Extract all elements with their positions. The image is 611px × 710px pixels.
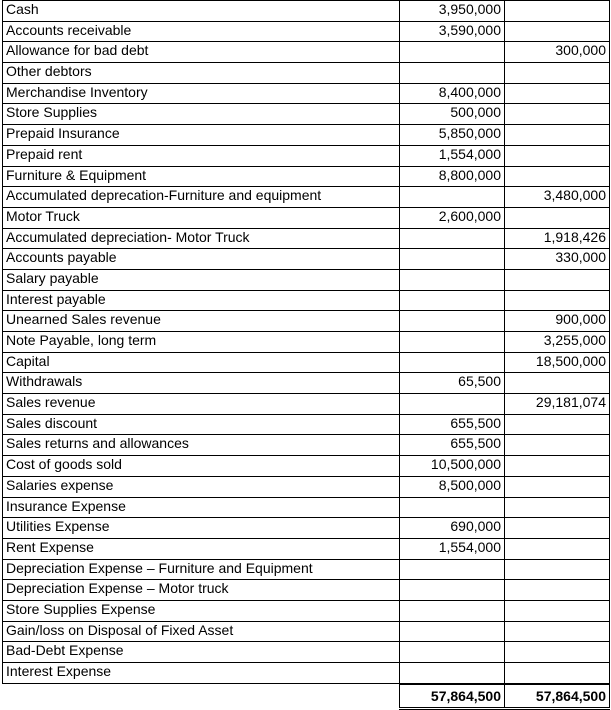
account-name-cell: Utilities Expense: [3, 518, 400, 539]
account-name-cell: Salary payable: [3, 269, 400, 290]
account-name-cell: Insurance Expense: [3, 497, 400, 518]
debit-cell: 3,950,000: [400, 1, 505, 22]
trial-balance-body: [3, 1, 610, 709]
table-row: [3, 311, 610, 332]
account-name-cell: Allowance for bad debt: [3, 42, 400, 63]
debit-cell: 65,500: [400, 373, 505, 394]
account-name-cell: Depreciation Expense – Motor truck: [3, 580, 400, 601]
table-row: [3, 21, 610, 42]
debit-cell: [400, 63, 505, 84]
credit-cell: [505, 580, 610, 601]
debit-cell: 8,800,000: [400, 166, 505, 187]
credit-cell: [505, 104, 610, 125]
account-name-cell: Salaries expense: [3, 476, 400, 497]
debit-cell: [400, 352, 505, 373]
debit-cell: [400, 621, 505, 642]
table-row: [3, 456, 610, 477]
table-row: [3, 166, 610, 187]
credit-cell: 1,918,426: [505, 228, 610, 249]
credit-cell: [505, 145, 610, 166]
credit-cell: 3,255,000: [505, 332, 610, 353]
table-row: [3, 580, 610, 601]
debit-cell: 690,000: [400, 518, 505, 539]
table-row: [3, 559, 610, 580]
account-name-cell: Accumulated depreciation- Motor Truck: [3, 228, 400, 249]
trial-balance-table: [2, 0, 610, 710]
credit-cell: [505, 497, 610, 518]
debit-cell: [400, 249, 505, 270]
table-row: [3, 435, 610, 456]
account-name-cell: Prepaid Insurance: [3, 125, 400, 146]
credit-cell: [505, 435, 610, 456]
credit-cell: [505, 414, 610, 435]
table-row: [3, 269, 610, 290]
credit-cell: [505, 559, 610, 580]
credit-cell: 330,000: [505, 249, 610, 270]
debit-cell: [400, 497, 505, 518]
debit-cell: [400, 42, 505, 63]
account-name-cell: Furniture & Equipment: [3, 166, 400, 187]
table-row: [3, 642, 610, 663]
account-name-cell: Merchandise Inventory: [3, 83, 400, 104]
debit-cell: [400, 559, 505, 580]
table-row: [3, 290, 610, 311]
debit-cell: [400, 311, 505, 332]
debit-cell: 2,600,000: [400, 207, 505, 228]
table-row: [3, 63, 610, 84]
debit-cell: [400, 269, 505, 290]
account-name-cell: Sales discount: [3, 414, 400, 435]
credit-cell: 18,500,000: [505, 352, 610, 373]
table-row: [3, 83, 610, 104]
table-row: [3, 538, 610, 559]
credit-cell: 29,181,074: [505, 394, 610, 415]
table-row: [3, 352, 610, 373]
credit-cell: 3,480,000: [505, 187, 610, 208]
table-row: [3, 518, 610, 539]
debit-cell: 655,500: [400, 435, 505, 456]
account-name-cell: Cash: [3, 1, 400, 22]
table-row: [3, 125, 610, 146]
debit-cell: 10,500,000: [400, 456, 505, 477]
account-name-cell: Cost of goods sold: [3, 456, 400, 477]
table-row: [3, 373, 610, 394]
table-row: [3, 476, 610, 497]
debit-cell: [400, 642, 505, 663]
credit-total: 57,864,500: [505, 684, 610, 709]
debit-cell: 1,554,000: [400, 145, 505, 166]
account-name-cell: Accounts payable: [3, 249, 400, 270]
debit-total: 57,864,500: [400, 684, 505, 709]
table-row: [3, 187, 610, 208]
credit-cell: [505, 663, 610, 684]
debit-cell: [400, 600, 505, 621]
account-name-cell: Prepaid rent: [3, 145, 400, 166]
credit-cell: [505, 21, 610, 42]
credit-cell: [505, 456, 610, 477]
credit-cell: [505, 269, 610, 290]
account-name-cell: Withdrawals: [3, 373, 400, 394]
credit-cell: [505, 207, 610, 228]
table-row: [3, 1, 610, 22]
account-name-cell: Accounts receivable: [3, 21, 400, 42]
table-row: [3, 600, 610, 621]
debit-cell: [400, 663, 505, 684]
credit-cell: 900,000: [505, 311, 610, 332]
table-row: [3, 414, 610, 435]
credit-cell: [505, 642, 610, 663]
credit-cell: [505, 1, 610, 22]
account-name-cell: Rent Expense: [3, 538, 400, 559]
table-row: [3, 394, 610, 415]
credit-cell: [505, 518, 610, 539]
credit-cell: [505, 290, 610, 311]
credit-cell: [505, 476, 610, 497]
credit-cell: [505, 125, 610, 146]
debit-cell: 500,000: [400, 104, 505, 125]
debit-cell: 1,554,000: [400, 538, 505, 559]
debit-cell: [400, 228, 505, 249]
debit-cell: 8,500,000: [400, 476, 505, 497]
account-name-cell: Unearned Sales revenue: [3, 311, 400, 332]
debit-cell: [400, 290, 505, 311]
account-name-cell: Interest payable: [3, 290, 400, 311]
table-row: [3, 207, 610, 228]
account-name-cell: Sales revenue: [3, 394, 400, 415]
debit-cell: [400, 332, 505, 353]
account-name-cell: Motor Truck: [3, 207, 400, 228]
table-row: [3, 332, 610, 353]
account-name-cell: Store Supplies Expense: [3, 600, 400, 621]
credit-cell: [505, 538, 610, 559]
table-row: [3, 621, 610, 642]
account-name-cell: Note Payable, long term: [3, 332, 400, 353]
debit-cell: [400, 580, 505, 601]
table-row: [3, 42, 610, 63]
account-name-cell: Sales returns and allowances: [3, 435, 400, 456]
account-name-cell: Accumulated deprecation-Furniture and equipment: [3, 187, 400, 208]
account-name-cell: Other debtors: [3, 63, 400, 84]
table-row: [3, 249, 610, 270]
table-row: [3, 663, 610, 684]
debit-cell: 5,850,000: [400, 125, 505, 146]
debit-cell: [400, 394, 505, 415]
credit-cell: 300,000: [505, 42, 610, 63]
debit-cell: 3,590,000: [400, 21, 505, 42]
table-row: [3, 497, 610, 518]
debit-cell: [400, 187, 505, 208]
account-name-cell: Capital: [3, 352, 400, 373]
credit-cell: [505, 83, 610, 104]
credit-cell: [505, 63, 610, 84]
credit-cell: [505, 166, 610, 187]
table-row: [3, 228, 610, 249]
account-name-cell: Depreciation Expense – Furniture and Equipment: [3, 559, 400, 580]
account-name-cell: Bad-Debt Expense: [3, 642, 400, 663]
account-name-cell: Interest Expense: [3, 663, 400, 684]
credit-cell: [505, 621, 610, 642]
account-name-cell: Gain/loss on Disposal of Fixed Asset: [3, 621, 400, 642]
table-row: [3, 104, 610, 125]
account-name-cell: Store Supplies: [3, 104, 400, 125]
credit-cell: [505, 600, 610, 621]
table-row: [3, 145, 610, 166]
debit-cell: 655,500: [400, 414, 505, 435]
debit-cell: 8,400,000: [400, 83, 505, 104]
credit-cell: [505, 373, 610, 394]
